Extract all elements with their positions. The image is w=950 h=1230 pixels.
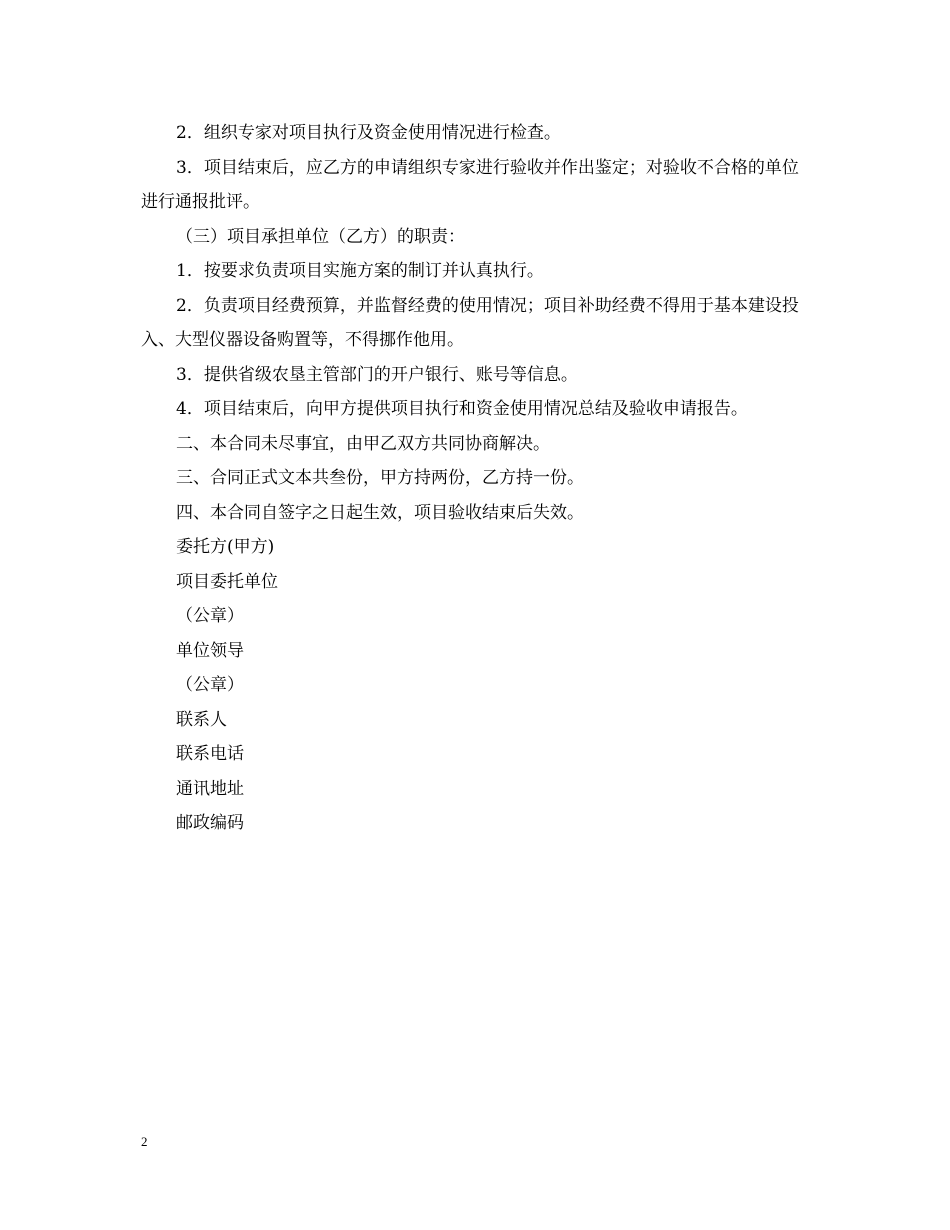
signature-entrusting-unit: 项目委托单位 [176, 571, 278, 592]
document-body [141, 116, 811, 841]
clause-two: 二、本合同未尽事宜，由甲乙双方共同协商解决。 [176, 433, 550, 454]
clause-four: 四、本合同自签字之日起生效，项目验收结束后失效。 [176, 502, 584, 523]
paragraph-inspection: 2．组织专家对项目执行及资金使用情况进行检查。 [176, 123, 561, 143]
signature-contact-person: 联系人 [176, 709, 227, 730]
paragraph-bank-info: 3．提供省级农垦主管部门的开户银行、账号等信息。 [176, 364, 578, 385]
signature-unit-leader: 单位领导 [176, 640, 244, 661]
paragraph-acceptance: 3．项目结束后，应乙方的申请组织专家进行验收并作出鉴定；对验收不合格的单位进行通报批评。 [141, 157, 799, 212]
paragraph-budget: 2．负责项目经费预算，并监督经费的使用情况；项目补助经费不得用于基本建设投入、大型仪器设备购置等，不得挪作他用。 [141, 295, 799, 350]
signature-contact-phone: 联系电话 [176, 744, 244, 764]
section-heading-party-b-duties: （三）项目承担单位（乙方）的职责： [176, 226, 465, 247]
signature-postal-code: 邮政编码 [176, 813, 244, 833]
signature-seal-1: （公章） [176, 606, 244, 626]
page-number: 2 [141, 1134, 148, 1149]
paragraph-final-report: 4．项目结束后，向甲方提供项目执行和资金使用情况总结及验收申请报告。 [176, 399, 748, 419]
signature-seal-2: （公章） [176, 675, 244, 695]
clause-three: 三、合同正式文本共叁份，甲方持两份，乙方持一份。 [176, 468, 584, 488]
signature-block [141, 530, 811, 841]
signature-client-party-a: 委托方(甲方) [176, 537, 275, 557]
paragraph-implementation-plan: 1．按要求负责项目实施方案的制订并认真执行。 [176, 261, 544, 281]
signature-mailing-address: 通讯地址 [176, 778, 244, 799]
